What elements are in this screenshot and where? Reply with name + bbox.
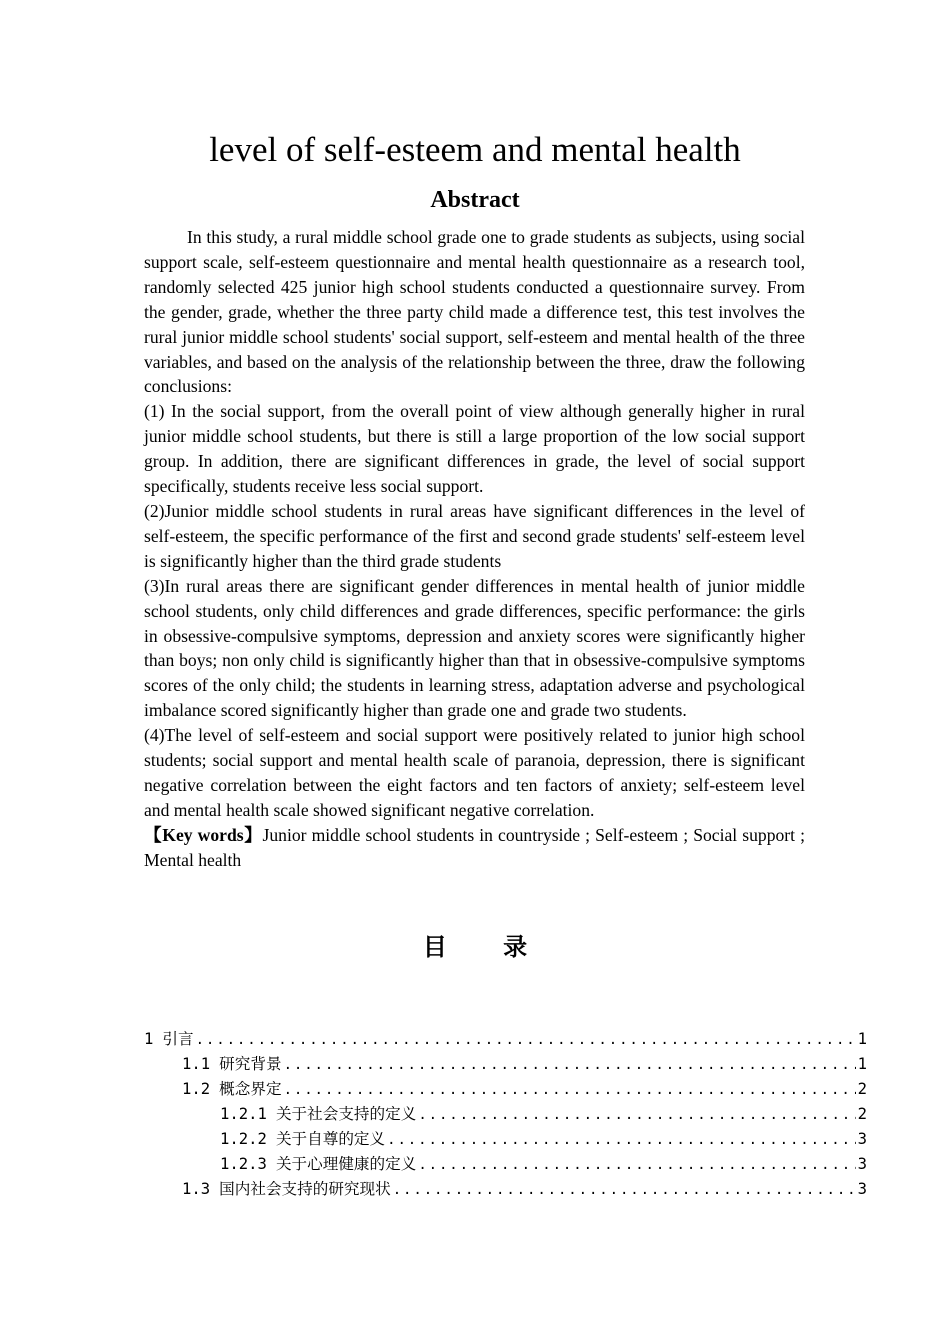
toc-entry-page: 3 bbox=[857, 1155, 867, 1173]
toc-entry-page: 3 bbox=[857, 1130, 867, 1148]
toc-entry-number: 1 bbox=[144, 1030, 154, 1048]
toc-entry-title: 概念界定 bbox=[219, 1080, 282, 1098]
toc-entry-number: 1.1 bbox=[182, 1055, 211, 1073]
toc-entry-title: 研究背景 bbox=[219, 1055, 282, 1073]
toc-entry-title: 关于社会支持的定义 bbox=[275, 1105, 417, 1123]
keywords-text: Junior middle school students in countryside ; Self-esteem ; Social support ; Mental health bbox=[144, 824, 805, 870]
toc-entry-page: 1 bbox=[857, 1030, 867, 1048]
toc-entry-number: 1.3 bbox=[182, 1180, 211, 1198]
abstract-body bbox=[144, 225, 805, 873]
toc-entry[interactable] bbox=[144, 1102, 867, 1127]
abstract-paragraph: (2)Junior middle school students in rural areas have significant differences in the level of self-esteem, the specific performance of the first and second grade students' self-esteem level is significantly higher than the third grade students bbox=[144, 500, 805, 571]
abstract-paragraph: (3)In rural areas there are significant gender differences in mental health of junior middle school students, only child differences and grade differences, specific performance: the girls in obsessive-compulsive symptoms, depression and anxiety scores were significantly higher than boys; non only child is significantly higher than that in obsessive-compulsive symptoms scores of the only child; the students in learning stress, adaptation adverse and psychological imbalance scored significantly higher than grade one and grade two students. bbox=[144, 575, 805, 721]
abstract-paragraph: (4)The level of self-esteem and social support were positively related to junior high school students; social support and mental health scale of paranoia, depression, there is significant negative correlation between the eight factors and ten factors of anxiety; self-esteem level and mental health scale showed significant negative correlation. bbox=[144, 725, 805, 820]
toc-entry-number: 1.2.1 bbox=[220, 1105, 267, 1123]
abstract-heading: Abstract bbox=[430, 187, 520, 213]
abstract-paragraph: (1) In the social support, from the overall point of view although generally higher in rural junior middle school students, but there is still a large proportion of the low social support group. In addition, there are significant differences in grade, the level of social support specifically, students receive less social support. bbox=[144, 401, 805, 497]
toc-entry-page: 2 bbox=[857, 1080, 867, 1098]
toc-dot-leader bbox=[387, 1128, 855, 1153]
keywords bbox=[144, 823, 805, 873]
toc-entry-page: 3 bbox=[857, 1180, 867, 1198]
toc-entry-title: 关于心理健康的定义 bbox=[275, 1155, 417, 1173]
toc-entry[interactable] bbox=[144, 1152, 867, 1177]
keywords-label: 【Key words】 bbox=[144, 824, 263, 845]
toc-heading: 目 录 bbox=[422, 933, 552, 961]
toc-dot-leader bbox=[284, 1078, 856, 1103]
toc-dot-leader bbox=[196, 1028, 856, 1053]
toc-entry-number: 1.2.3 bbox=[220, 1155, 267, 1173]
toc-entry-number: 1.2 bbox=[182, 1080, 211, 1098]
page-title: level of self-esteem and mental health bbox=[209, 130, 741, 169]
toc-dot-leader bbox=[284, 1053, 856, 1078]
toc-entry-title: 国内社会支持的研究现状 bbox=[219, 1180, 391, 1198]
toc-entry[interactable] bbox=[144, 1027, 867, 1052]
toc-entry-title: 引言 bbox=[162, 1030, 194, 1048]
toc-entry[interactable] bbox=[144, 1077, 867, 1102]
toc-entry-page: 1 bbox=[857, 1055, 867, 1073]
toc-entry[interactable] bbox=[144, 1052, 867, 1077]
toc-entry[interactable] bbox=[144, 1177, 867, 1202]
abstract-paragraph: In this study, a rural middle school grade one to grade students as subjects, using social support scale, self-esteem questionnaire and mental health questionnaire as a research tool, randomly selected 425 junior high school students conducted a questionnaire survey. From the gender, grade, whether the three party child made a difference test, this test involves the rural junior middle school students' social support, self-esteem and mental health of the three variables, and based on the analysis of the relationship between the three, draw the following conclusions: bbox=[144, 227, 805, 397]
toc-entry-title: 关于自尊的定义 bbox=[275, 1130, 386, 1148]
toc-dot-leader bbox=[393, 1178, 856, 1203]
table-of-contents bbox=[144, 1027, 867, 1202]
toc-dot-leader bbox=[418, 1103, 855, 1128]
toc-dot-leader bbox=[418, 1153, 855, 1178]
toc-entry-page: 2 bbox=[857, 1105, 867, 1123]
toc-entry[interactable] bbox=[144, 1127, 867, 1152]
toc-entry-number: 1.2.2 bbox=[220, 1130, 267, 1148]
